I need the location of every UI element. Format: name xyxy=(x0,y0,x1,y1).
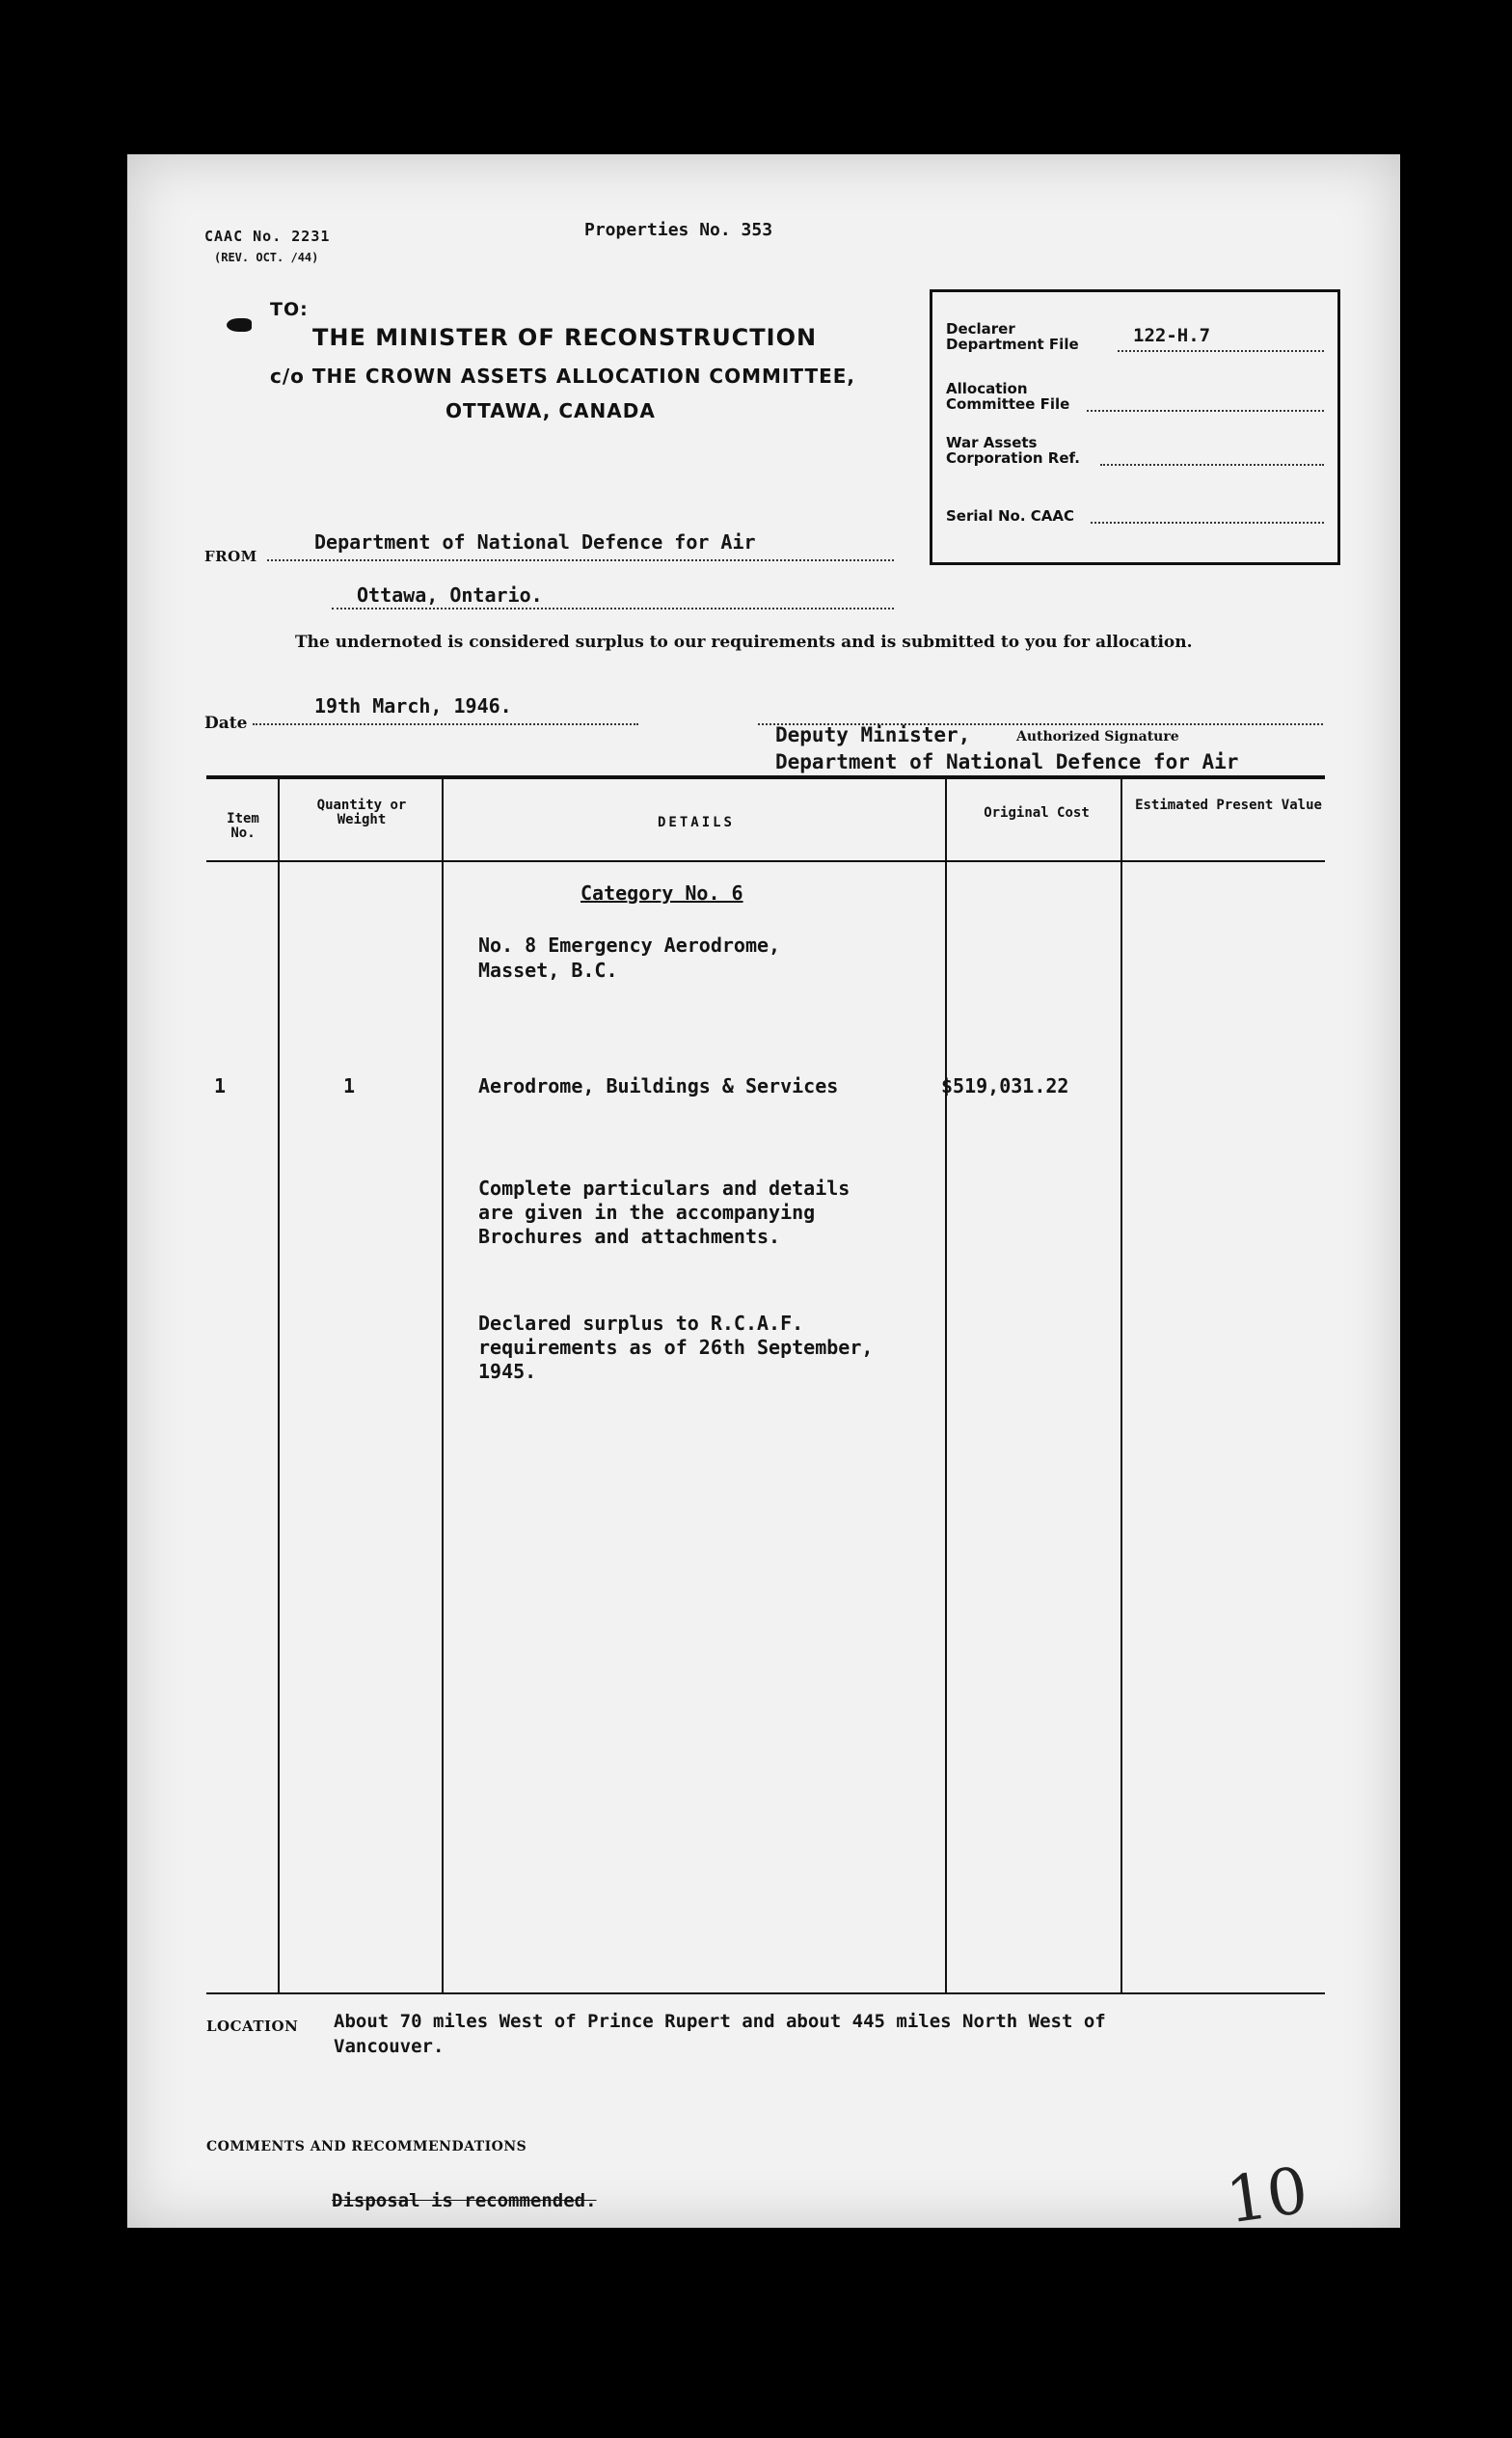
authorized-signature-label: Authorized Signature xyxy=(1016,729,1179,745)
war-assets-label-1: War Assets xyxy=(946,434,1038,451)
comments-label: COMMENTS AND RECOMMENDATIONS xyxy=(206,2139,527,2154)
row-original-cost: $519,031.22 xyxy=(941,1074,1069,1097)
pointing-hand-icon xyxy=(227,318,252,332)
document-sheet xyxy=(127,154,1400,2238)
revision-date: (REV. OCT. /44) xyxy=(214,251,319,264)
declarer-file-value: 122-H.7 xyxy=(1133,325,1211,346)
declarer-label-1: Declarer xyxy=(946,320,1015,338)
note-1-line-1: Complete particulars and details xyxy=(478,1177,850,1200)
note-2-line-3: 1945. xyxy=(478,1360,537,1383)
from-label: FROM xyxy=(204,548,257,565)
row-item-number: 1 xyxy=(214,1074,227,1097)
note-2-line-1: Declared surplus to R.C.A.F. xyxy=(478,1312,804,1335)
header-details: DETAILS xyxy=(657,815,735,830)
from-line-2-rule xyxy=(332,608,894,610)
table-header-rule xyxy=(206,860,1325,862)
to-label: TO: xyxy=(270,299,309,320)
table-bottom-rule xyxy=(206,1992,1325,1994)
date-label: Date xyxy=(204,714,248,733)
row-details: Aerodrome, Buildings & Services xyxy=(478,1074,839,1097)
note-2-line-2: requirements as of 26th September, xyxy=(478,1336,874,1359)
location-title-line-1: No. 8 Emergency Aerodrome, xyxy=(478,934,781,957)
war-assets-field-line xyxy=(1100,464,1324,466)
form-number: CAAC No. 2231 xyxy=(204,228,331,245)
column-divider-4 xyxy=(1120,779,1122,1994)
signature-title: Deputy Minister, xyxy=(775,723,971,746)
from-line-1: Department of National Defence for Air xyxy=(314,530,756,554)
note-1-line-3: Brochures and attachments. xyxy=(478,1225,781,1248)
addressee-line-3: OTTAWA, CANADA xyxy=(446,399,656,422)
note-1-line-2: are given in the accompanying xyxy=(478,1201,816,1224)
serial-field-line xyxy=(1091,522,1324,524)
location-line-1: About 70 miles West of Prince Rupert and about 445 miles North West of xyxy=(334,2011,1106,2032)
comments-text: Disposal is recommended. xyxy=(332,2190,597,2211)
properties-number: Properties No. 353 xyxy=(584,220,773,240)
date-rule xyxy=(253,723,638,725)
table-top-rule xyxy=(206,775,1325,779)
reference-box xyxy=(930,289,1340,565)
header-original-cost: Original Cost xyxy=(984,805,1090,821)
declarer-label-2: Department File xyxy=(946,336,1079,353)
allocation-label-1: Allocation xyxy=(946,380,1028,397)
surplus-statement: The undernoted is considered surplus to our requirements and is submitted to you for allocation. xyxy=(295,633,1193,652)
location-title-line-2: Masset, B.C. xyxy=(478,959,618,982)
declarer-field-line xyxy=(1118,350,1324,352)
addressee-line-1: THE MINISTER OF RECONSTRUCTION xyxy=(312,324,818,351)
header-estimated-value: Estimated Present Value xyxy=(1135,798,1322,813)
location-line-2: Vancouver. xyxy=(334,2036,445,2057)
from-line-2: Ottawa, Ontario. xyxy=(357,583,543,607)
serial-label: Serial No. CAAC xyxy=(946,507,1075,525)
column-divider-3 xyxy=(945,779,947,1994)
category-heading: Category No. 6 xyxy=(580,881,743,905)
header-item-no: Item No. xyxy=(227,811,259,841)
column-divider-2 xyxy=(442,779,444,1994)
location-label: LOCATION xyxy=(206,2018,299,2035)
from-line-1-rule xyxy=(267,559,894,561)
date-value: 19th March, 1946. xyxy=(314,694,512,718)
allocation-label-2: Committee File xyxy=(946,395,1070,413)
header-quantity: Quantity or Weight xyxy=(316,798,407,827)
addressee-line-2: c/o THE CROWN ASSETS ALLOCATION COMMITTEE, xyxy=(270,365,856,388)
allocation-field-line xyxy=(1087,410,1324,412)
handwritten-page-number: 10 xyxy=(1222,2153,1312,2238)
signature-department: Department of National Defence for Air xyxy=(775,750,1239,773)
column-divider-1 xyxy=(278,779,280,1994)
row-quantity: 1 xyxy=(343,1074,356,1097)
war-assets-label-2: Corporation Ref. xyxy=(946,449,1080,467)
